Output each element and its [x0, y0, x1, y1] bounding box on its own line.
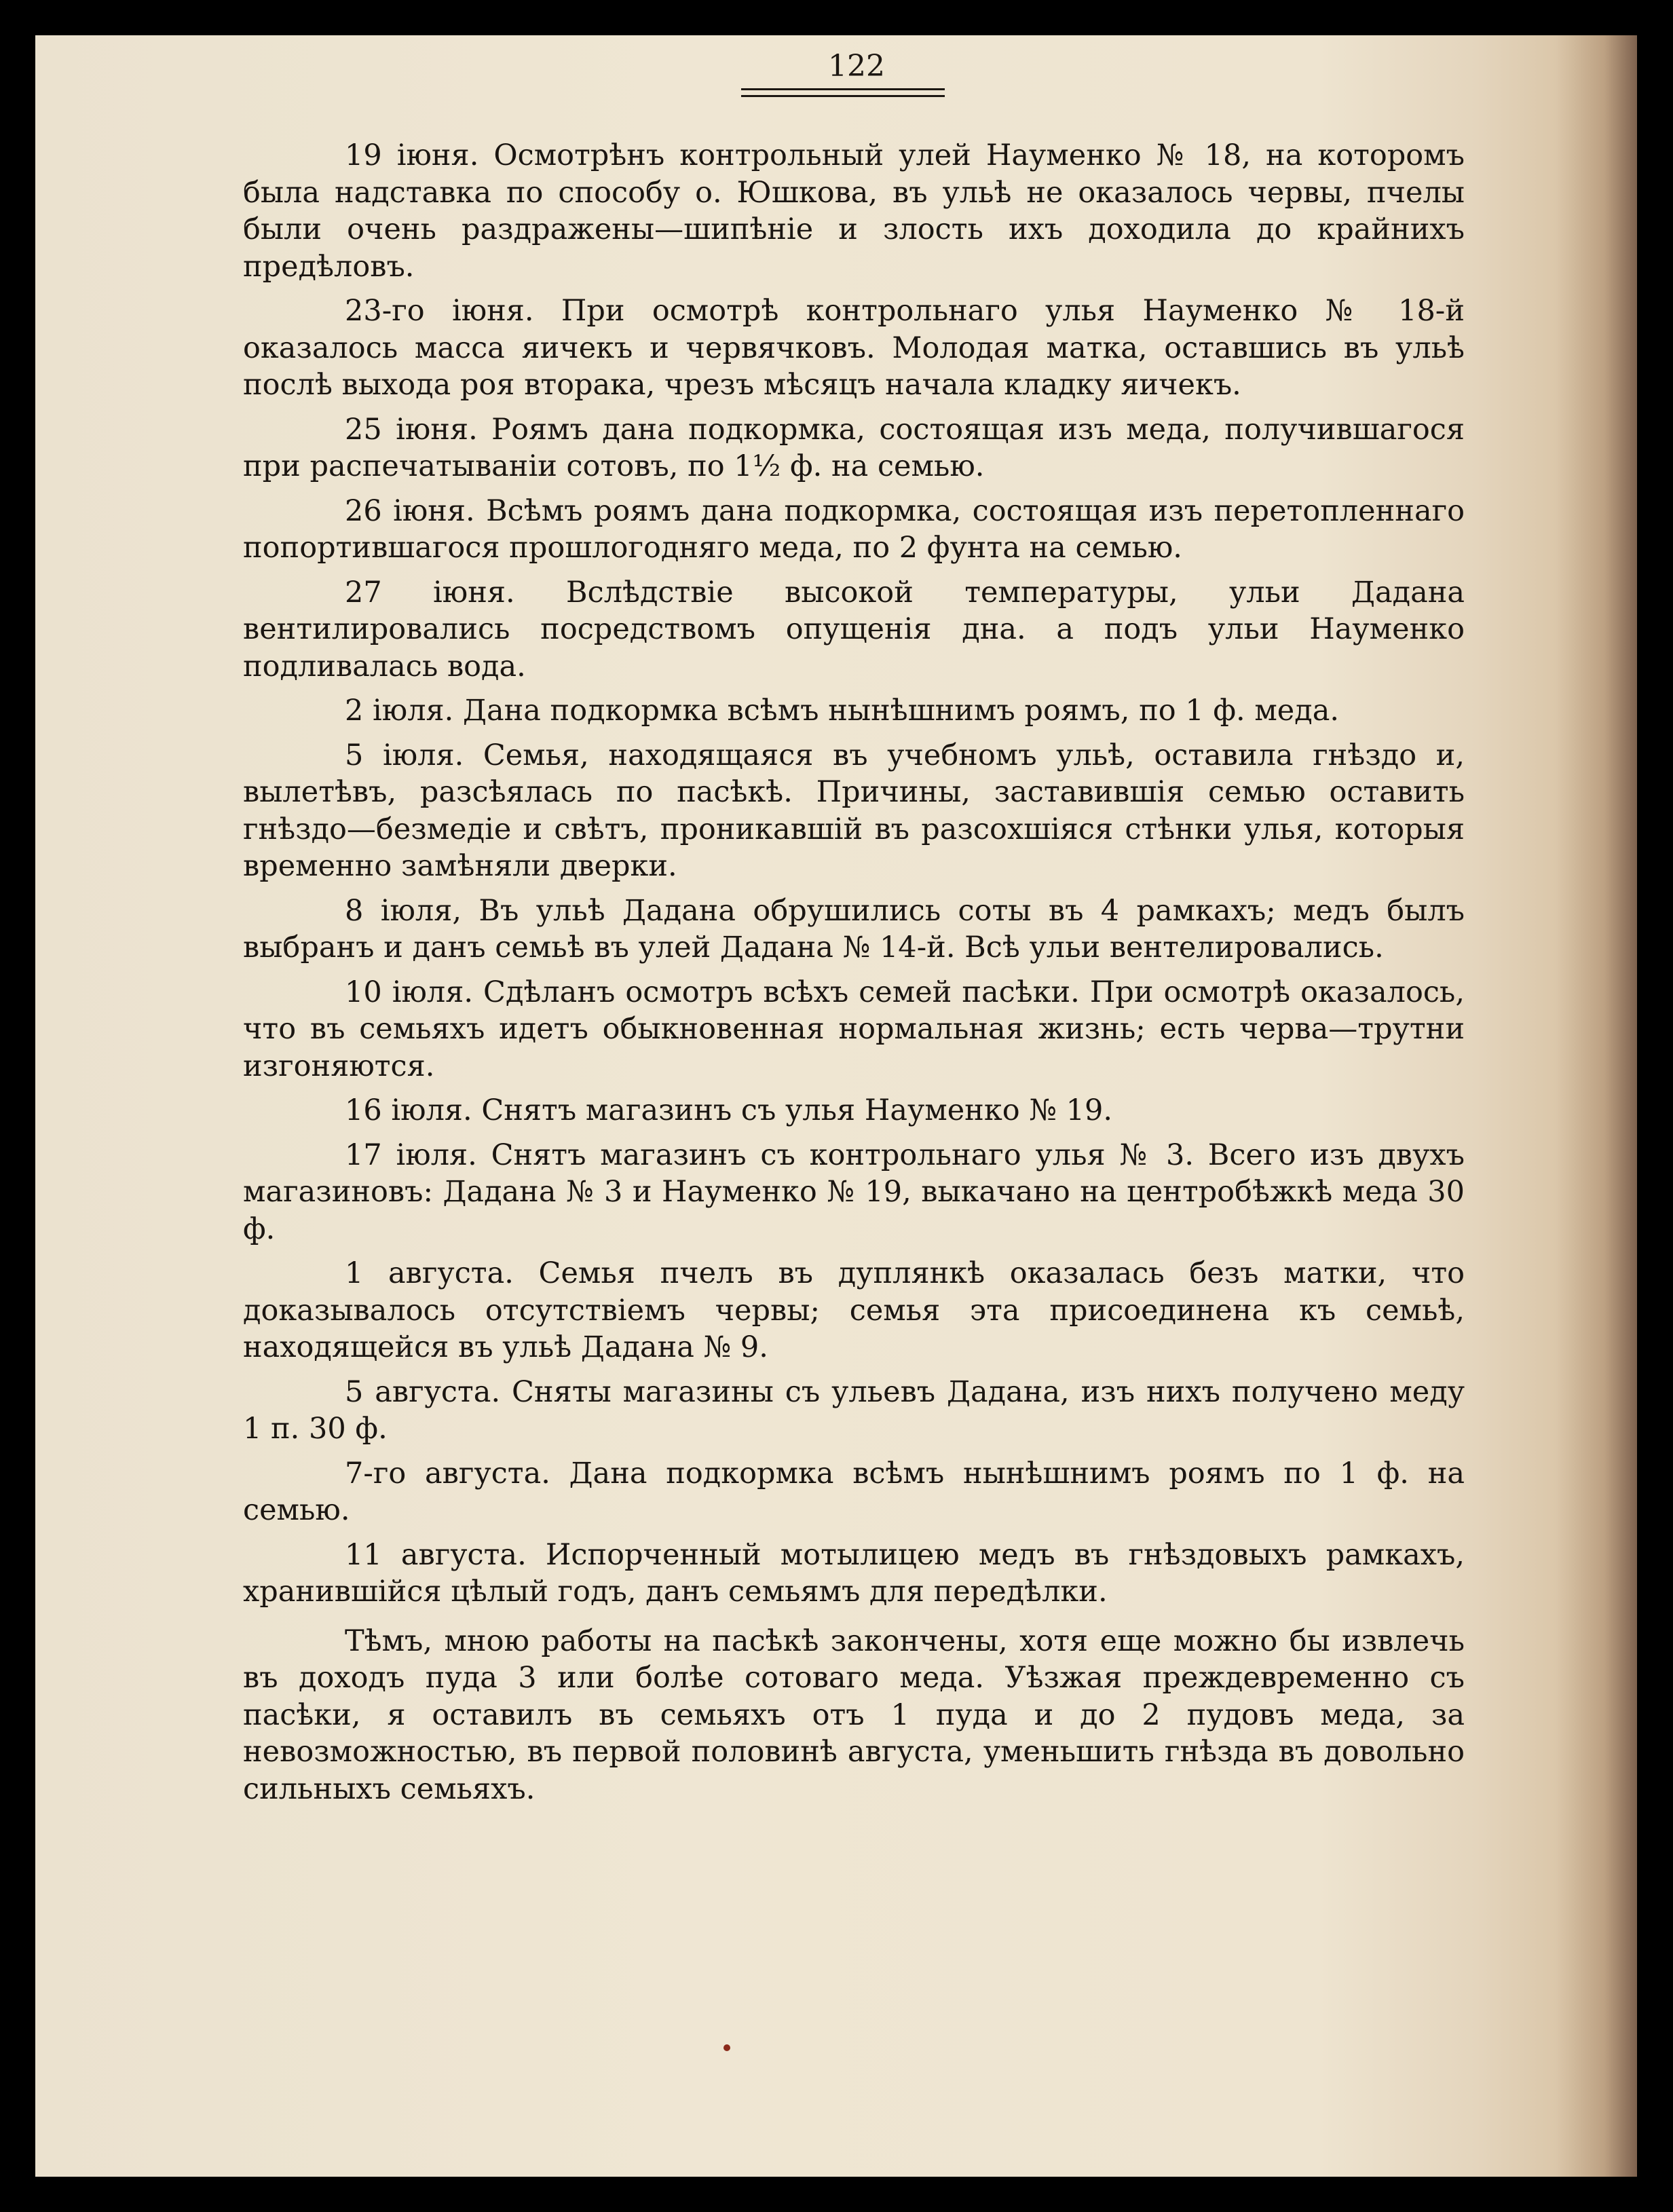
- paragraph: 1 августа. Семья пчелъ въ дуплянкѣ оказалась безъ матки, что доказывалось отсутствіемъ червы; семья эта присоединена къ семьѣ, находящейся въ ульѣ Дадана № 9.: [243, 1256, 1465, 1364]
- paragraph: 25 іюня. Роямъ дана подкормка, состоящая изъ меда, получившагося при распечатываніи сотовъ, по 1½ ф. на семью.: [243, 412, 1465, 483]
- paragraph: 26 іюня. Всѣмъ роямъ дана подкормка, состоящая изъ перетопленнаго попортившагося прошлогодняго меда, по 2 фунта на семью.: [243, 493, 1465, 565]
- page-gutter-shadow: [1556, 35, 1637, 2177]
- header-rule-bottom: [741, 95, 945, 97]
- paragraph: 5 іюля. Семья, находящаяся въ учебномъ ульѣ, оставила гнѣздо и, вылетѣвъ, разсѣялась по пасѣкѣ. Причины, заставившія семью оставить гнѣздо—безмедіе и свѣтъ, проникавшій въ разсохшіяся стѣнки улья, которыя временно замѣняли дверки.: [243, 738, 1465, 883]
- paragraph: 19 іюня. Осмотрѣнъ контрольный улей Науменко № 18, на которомъ была надставка по способу о. Юшкова, въ ульѣ не оказалось червы, пчелы были очень раздражены—шипѣніе и злость ихъ доходила до крайнихъ предѣловъ.: [243, 138, 1465, 284]
- paragraph: 7-го августа. Дана подкормка всѣмъ нынѣшнимъ роямъ по 1 ф. на семью.: [243, 1456, 1465, 1527]
- ink-speck: [723, 2044, 730, 2051]
- paragraph: 10 іюля. Сдѣланъ осмотръ всѣхъ семей пасѣки. При осмотрѣ оказалось, что въ семьяхъ идетъ обыкновенная нормальная жизнь; есть черва—трутни изгоняются.: [243, 975, 1465, 1083]
- header-rule-top: [741, 88, 945, 90]
- paragraph: 17 іюля. Снятъ магазинъ съ контрольнаго улья № 3. Всего изъ двухъ магазиновъ: Дадана № 3 и Науменко № 19, выкачано на центробѣжкѣ меда 30 ф.: [243, 1138, 1465, 1246]
- page-number: 122: [828, 49, 885, 83]
- paragraph: 2 іюля. Дана подкормка всѣмъ нынѣшнимъ роямъ, по 1 ф. меда.: [345, 694, 1340, 728]
- page-text: [243, 137, 1465, 1815]
- paragraph: 23-го іюня. При осмотрѣ контрольнаго улья Науменко № 18-й оказалось масса яичекъ и червячковъ. Молодая матка, оставшись въ ульѣ послѣ выхода роя вторака, чрезъ мѣсяцъ начала кладку яичекъ.: [243, 294, 1465, 402]
- book-page: [35, 35, 1637, 2177]
- paragraph: 11 августа. Испорченный мотылицею медъ въ гнѣздовыхъ рамкахъ, хранившійся цѣлый годъ, данъ семьямъ для передѣлки.: [243, 1537, 1465, 1609]
- paragraph: Тѣмъ, мною работы на пасѣкѣ закончены, хотя еще можно бы извлечь въ доходъ пуда 3 или болѣе сотоваго меда. Уѣзжая преждевременно съ пасѣки, я оставилъ въ семьяхъ отъ 1 пуда и до 2 пудовъ меда, за невозможностью, въ первой половинѣ августа, уменьшить гнѣзда въ довольно сильныхъ семьяхъ.: [243, 1624, 1465, 1806]
- paragraph: 5 августа. Сняты магазины съ ульевъ Дадана, изъ нихъ получено меду 1 п. 30 ф.: [243, 1374, 1465, 1446]
- paragraph: 27 іюня. Вслѣдствіе высокой температуры, ульи Дадана вентилировались посредствомъ опущенія дна. а подъ ульи Науменко подливалась вода.: [243, 575, 1465, 683]
- paragraph: 16 іюля. Снятъ магазинъ съ улья Науменко № 19.: [345, 1093, 1112, 1127]
- paragraph: 8 іюля, Въ ульѣ Дадана обрушились соты въ 4 рамкахъ; медъ былъ выбранъ и данъ семьѣ въ улей Дадана № 14-й. Всѣ ульи вентелировались.: [243, 893, 1465, 964]
